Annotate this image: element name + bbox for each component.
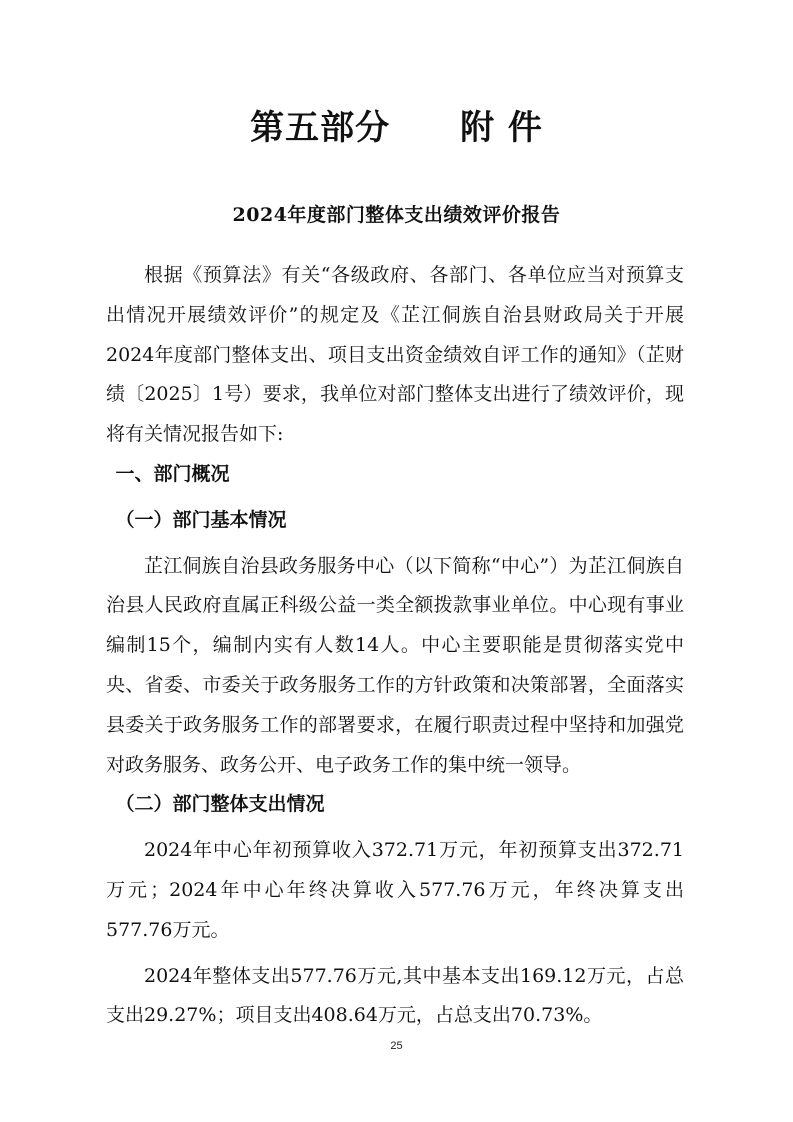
subsection-heading-expense: （二）部门整体支出情况 — [115, 793, 325, 816]
document-body — [106, 256, 684, 1036]
section-heading-overview: 一、部门概况 — [115, 462, 230, 485]
report-title: 2024年度部门整体支出绩效评价报告 — [232, 204, 561, 226]
page-number: 25 — [390, 1040, 403, 1052]
subsection-heading-basic: （一）部门基本情况 — [115, 508, 287, 531]
budget-paragraph: 2024年中心年初预算收入372.71万元，年初预算支出372.71万元；2024年中心年终决算收入577.76万元，年终决算支出577.76万元。 — [106, 839, 684, 941]
intro-paragraph: 根据《预算法》有关“各级政府、各部门、各单位应当对预算支出情况开展绩效评价”的规定及《芷江侗族自治县财政局关于开展2024年度部门整体支出、项目支出资金绩效自评工作的通知》（芷财绩〔2025〕1号）要求，我单位对部门整体支出进行了绩效评价，现将有关情况报告如下: — [106, 264, 684, 446]
basic-info-paragraph: 芷江侗族自治县政务服务中心（以下简称“中心”）为芷江侗族自治县人民政府直属正科级公益一类全额拨款事业单位。中心现有事业编制15个，编制内实有人数14人。中心主要职能是贯彻落实党中央、省委、市委关于政务服务工作的方针政策和决策部署，全面落实县委关于政务服务工作的部署要求，在履行职责过程中坚持和加强党对政务服务、政务公开、电子政务工作的集中统一领导。 — [106, 554, 684, 776]
expense-paragraph: 2024年整体支出577.76万元,其中基本支出169.12万元，占总支出29.27%；项目支出408.64万元，占总支出70.73%。 — [106, 964, 684, 1027]
part-title: 第五部分 附 件 — [250, 108, 543, 148]
